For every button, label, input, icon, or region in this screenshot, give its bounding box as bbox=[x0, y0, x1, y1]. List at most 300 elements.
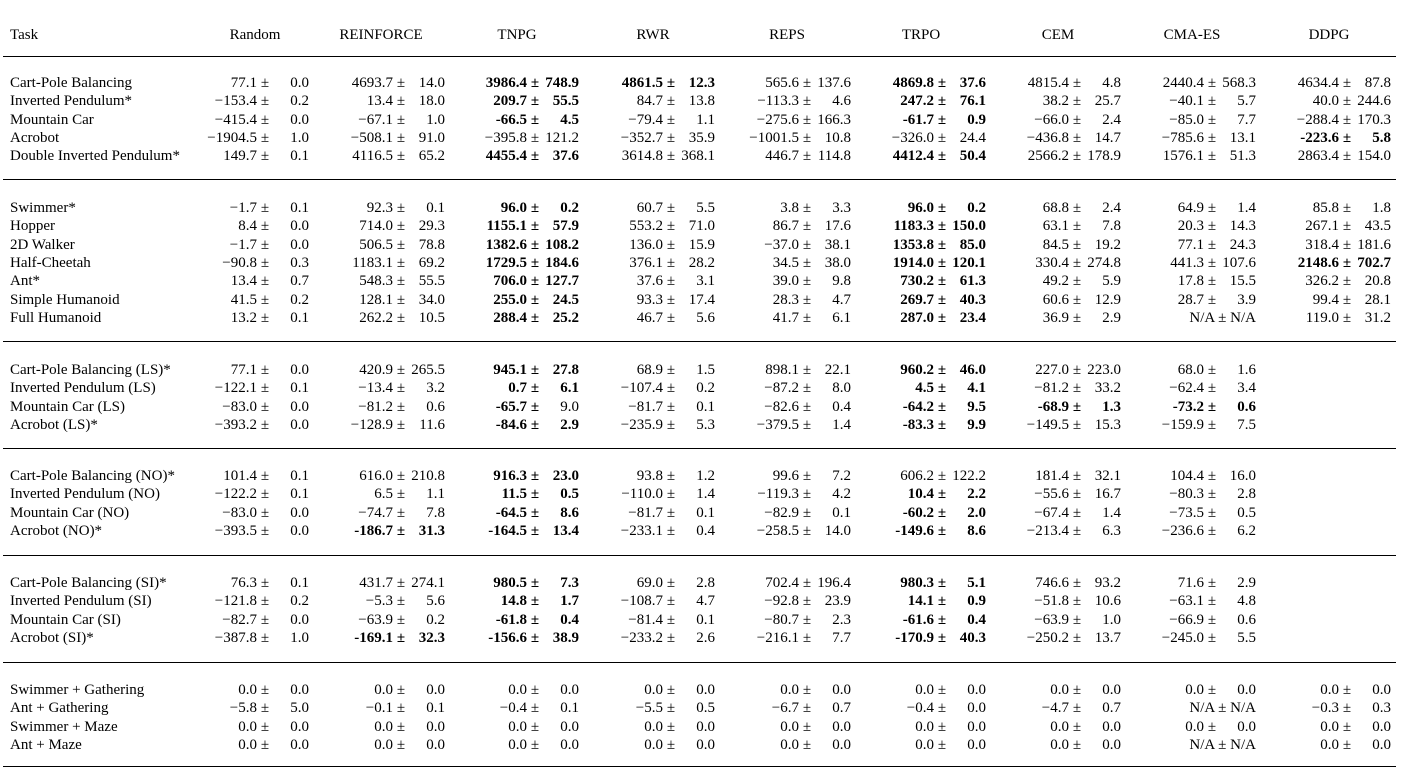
plus-minus-symbol: ± bbox=[530, 236, 540, 253]
plus-minus-symbol: ± bbox=[802, 611, 812, 628]
plus-minus-symbol: ± bbox=[1072, 682, 1082, 698]
cell-mean: −4.7 bbox=[1041, 700, 1069, 717]
plus-minus-symbol: ± bbox=[666, 200, 676, 216]
cell-std: 4.1 bbox=[967, 380, 986, 397]
cell-std: 71.0 bbox=[688, 218, 715, 235]
table-cell bbox=[1251, 147, 1391, 165]
plus-minus-symbol: ± bbox=[802, 380, 812, 397]
cell-std: 16.7 bbox=[1094, 486, 1121, 503]
cell-mean: 60.7 bbox=[636, 200, 663, 216]
cell-mean: −288.4 bbox=[1296, 111, 1339, 128]
cell-std: 1.3 bbox=[1102, 398, 1121, 415]
table-cell bbox=[711, 74, 851, 92]
cell-mean: 84.5 bbox=[1042, 236, 1069, 253]
cell-mean: -68.9 bbox=[1037, 398, 1069, 415]
cell-std: 2.4 bbox=[1102, 111, 1121, 128]
cell-std: 0.9 bbox=[967, 593, 986, 610]
cell-mean: -164.5 bbox=[488, 522, 527, 539]
plus-minus-symbol: ± bbox=[802, 93, 812, 110]
plus-minus-symbol: ± bbox=[1342, 93, 1352, 110]
cell-std: 31.2 bbox=[1364, 309, 1391, 326]
table-cell bbox=[439, 147, 579, 165]
cell-mean: 0.0 bbox=[644, 736, 663, 753]
cell-mean: −92.8 bbox=[764, 593, 799, 610]
plus-minus-symbol: ± bbox=[1342, 218, 1352, 235]
table-cell bbox=[169, 291, 309, 309]
plus-minus-symbol: ± bbox=[666, 575, 676, 591]
plus-minus-symbol: ± bbox=[1072, 575, 1082, 591]
table-cell bbox=[711, 129, 851, 147]
cell-std: 0.3 bbox=[290, 254, 309, 271]
cell-mean: 446.7 bbox=[765, 148, 799, 165]
plus-minus-symbol: ± bbox=[937, 291, 947, 308]
plus-minus-symbol: ± bbox=[530, 398, 540, 415]
cell-std: 265.5 bbox=[411, 362, 445, 378]
table-cell bbox=[711, 699, 851, 717]
cell-std: 0.0 bbox=[290, 111, 309, 128]
header-trpo: TRPO bbox=[901, 27, 941, 43]
cell-std: 34.0 bbox=[418, 291, 445, 308]
plus-minus-symbol: ± bbox=[530, 522, 540, 539]
cell-std: 0.2 bbox=[290, 593, 309, 610]
cell-std: 16.0 bbox=[1229, 468, 1256, 484]
plus-minus-symbol: ± bbox=[802, 309, 812, 326]
cell-mean: −119.3 bbox=[757, 486, 799, 503]
cell-mean: −66.0 bbox=[1034, 111, 1069, 128]
cell-mean: 149.7 bbox=[223, 148, 257, 165]
table-cell bbox=[575, 522, 715, 540]
table-cell bbox=[981, 504, 1121, 522]
table-cell bbox=[846, 379, 986, 397]
table-cell bbox=[169, 699, 309, 717]
cell-std: 0.0 bbox=[832, 718, 851, 735]
table-cell bbox=[846, 681, 986, 699]
table-cell bbox=[1116, 592, 1256, 610]
table-cell bbox=[846, 217, 986, 235]
plus-minus-symbol: ± bbox=[1207, 682, 1217, 698]
cell-mean: 269.7 bbox=[900, 291, 934, 308]
cell-std: 1.4 bbox=[1237, 200, 1256, 216]
plus-minus-symbol: ± bbox=[937, 218, 947, 235]
plus-minus-symbol: ± bbox=[1072, 75, 1082, 91]
cell-std: 568.3 bbox=[1222, 75, 1256, 91]
cell-mean: 0.0 bbox=[374, 682, 393, 698]
table-cell bbox=[846, 291, 986, 309]
plus-minus-symbol: ± bbox=[802, 148, 812, 165]
table-cell bbox=[1116, 574, 1256, 592]
cell-mean: −73.5 bbox=[1169, 504, 1204, 521]
table-cell bbox=[981, 291, 1121, 309]
cell-std: 1.1 bbox=[426, 486, 445, 503]
plus-minus-symbol: ± bbox=[666, 236, 676, 253]
cell-std: 32.3 bbox=[418, 629, 445, 646]
table-cell bbox=[1116, 699, 1256, 717]
plus-minus-symbol: ± bbox=[666, 468, 676, 484]
cell-mean: 92.3 bbox=[366, 200, 393, 216]
cell-std: 4.6 bbox=[832, 93, 851, 110]
table-cell bbox=[305, 309, 445, 327]
table-cell bbox=[1251, 217, 1391, 235]
plus-minus-symbol: ± bbox=[937, 575, 947, 591]
cell-mean: 17.8 bbox=[1177, 273, 1204, 290]
cell-std: 0.0 bbox=[696, 718, 715, 735]
table-cell bbox=[846, 574, 986, 592]
cell-std: 85.0 bbox=[959, 236, 986, 253]
plus-minus-symbol: ± bbox=[937, 75, 947, 91]
plus-minus-symbol: ± bbox=[666, 111, 676, 128]
plus-minus-symbol: ± bbox=[666, 291, 676, 308]
cell-mean: 702.4 bbox=[765, 575, 799, 591]
table-cell bbox=[305, 236, 445, 254]
table-cell bbox=[575, 74, 715, 92]
plus-minus-symbol: ± bbox=[530, 593, 540, 610]
table-cell bbox=[575, 379, 715, 397]
plus-minus-symbol: ± bbox=[260, 148, 270, 165]
cell-mean: −149.5 bbox=[1026, 416, 1069, 433]
table-cell bbox=[1116, 522, 1256, 540]
table-cell bbox=[439, 416, 579, 434]
plus-minus-symbol: ± bbox=[1072, 273, 1082, 290]
cell-mean: 13.4 bbox=[230, 273, 257, 290]
cell-mean: 916.3 bbox=[493, 468, 527, 484]
cell-mean: 606.2 bbox=[900, 468, 934, 484]
cell-std: 122.2 bbox=[952, 468, 986, 484]
task-label: Double Inverted Pendulum* bbox=[10, 148, 180, 165]
plus-minus-symbol: ± bbox=[530, 218, 540, 235]
plus-minus-symbol: ± bbox=[396, 682, 406, 698]
table-cell bbox=[1116, 379, 1256, 397]
table-cell bbox=[846, 611, 986, 629]
plus-minus-symbol: ± bbox=[937, 416, 947, 433]
cell-mean: 77.1 bbox=[1177, 236, 1204, 253]
cell-na: N/A ± N/A bbox=[1189, 309, 1256, 326]
table-cell bbox=[169, 629, 309, 647]
cell-std: 4.7 bbox=[832, 291, 851, 308]
cell-mean: 3986.4 bbox=[485, 75, 527, 91]
cell-std: 46.0 bbox=[959, 362, 986, 378]
plus-minus-symbol: ± bbox=[802, 236, 812, 253]
cell-mean: 0.0 bbox=[508, 718, 527, 735]
table-cell bbox=[711, 309, 851, 327]
cell-mean: −80.3 bbox=[1169, 486, 1204, 503]
cell-mean: 93.3 bbox=[636, 291, 663, 308]
cell-mean: 68.0 bbox=[1177, 362, 1204, 378]
cell-std: 35.9 bbox=[688, 129, 715, 146]
cell-std: 0.0 bbox=[560, 718, 579, 735]
table-cell bbox=[575, 254, 715, 272]
plus-minus-symbol: ± bbox=[260, 504, 270, 521]
cell-mean: 0.0 bbox=[780, 736, 799, 753]
cell-mean: -84.6 bbox=[495, 416, 527, 433]
cell-std: 0.0 bbox=[290, 611, 309, 628]
cell-mean: 262.2 bbox=[359, 309, 393, 326]
table-cell bbox=[711, 718, 851, 736]
cell-mean: −81.7 bbox=[628, 398, 663, 415]
table-cell bbox=[846, 398, 986, 416]
plus-minus-symbol: ± bbox=[530, 718, 540, 735]
plus-minus-symbol: ± bbox=[937, 629, 947, 646]
table-cell bbox=[1116, 416, 1256, 434]
plus-minus-symbol: ± bbox=[1072, 148, 1082, 165]
table-cell bbox=[305, 736, 445, 754]
cell-mean: −83.0 bbox=[222, 398, 257, 415]
plus-minus-symbol: ± bbox=[396, 236, 406, 253]
cell-std: 107.6 bbox=[1222, 254, 1256, 271]
plus-minus-symbol: ± bbox=[530, 700, 540, 717]
table-cell bbox=[711, 574, 851, 592]
plus-minus-symbol: ± bbox=[666, 309, 676, 326]
plus-minus-symbol: ± bbox=[802, 291, 812, 308]
cell-std: 1.0 bbox=[1102, 611, 1121, 628]
plus-minus-symbol: ± bbox=[530, 629, 540, 646]
cell-std: 274.1 bbox=[411, 575, 445, 591]
cell-std: 43.5 bbox=[1364, 218, 1391, 235]
table-cell bbox=[981, 92, 1121, 110]
table-cell bbox=[575, 718, 715, 736]
cell-std: 0.5 bbox=[560, 486, 579, 503]
cell-std: 17.4 bbox=[688, 291, 715, 308]
table-cell bbox=[711, 272, 851, 290]
cell-mean: 49.2 bbox=[1042, 273, 1069, 290]
plus-minus-symbol: ± bbox=[666, 129, 676, 146]
plus-minus-symbol: ± bbox=[530, 416, 540, 433]
cell-std: 15.5 bbox=[1229, 273, 1256, 290]
task-label: Cart-Pole Balancing bbox=[10, 75, 133, 91]
table-cell bbox=[1116, 309, 1256, 327]
cell-std: 65.2 bbox=[418, 148, 445, 165]
cell-mean: 39.0 bbox=[772, 273, 799, 290]
cell-std: 3.9 bbox=[1237, 291, 1256, 308]
cell-mean: −1904.5 bbox=[207, 129, 257, 146]
cell-std: 9.5 bbox=[967, 398, 986, 415]
cell-mean: 0.0 bbox=[780, 718, 799, 735]
cell-std: 170.3 bbox=[1357, 111, 1391, 128]
table-cell bbox=[305, 611, 445, 629]
cell-std: 0.6 bbox=[426, 398, 445, 415]
cell-std: 76.1 bbox=[959, 93, 986, 110]
cell-mean: −82.7 bbox=[222, 611, 257, 628]
table-cell bbox=[846, 309, 986, 327]
plus-minus-symbol: ± bbox=[1072, 129, 1082, 146]
plus-minus-symbol: ± bbox=[396, 504, 406, 521]
plus-minus-symbol: ± bbox=[260, 362, 270, 378]
plus-minus-symbol: ± bbox=[1072, 416, 1082, 433]
cell-mean: −85.0 bbox=[1169, 111, 1204, 128]
table-cell bbox=[169, 379, 309, 397]
task-label: Acrobot (NO)* bbox=[10, 522, 103, 539]
plus-minus-symbol: ± bbox=[937, 309, 947, 326]
plus-minus-symbol: ± bbox=[666, 362, 676, 378]
plus-minus-symbol: ± bbox=[937, 736, 947, 753]
cell-std: 38.1 bbox=[824, 236, 851, 253]
cell-std: 0.0 bbox=[967, 700, 986, 717]
table-cell bbox=[1251, 111, 1391, 129]
cell-mean: −62.4 bbox=[1169, 380, 1204, 397]
cell-mean: 0.0 bbox=[238, 736, 257, 753]
plus-minus-symbol: ± bbox=[666, 629, 676, 646]
cell-mean: 69.0 bbox=[636, 575, 663, 591]
cell-mean: -169.1 bbox=[354, 629, 393, 646]
table-cell bbox=[846, 147, 986, 165]
plus-minus-symbol: ± bbox=[937, 700, 947, 717]
cell-std: 181.6 bbox=[1357, 236, 1391, 253]
cell-std: 223.0 bbox=[1087, 362, 1121, 378]
cell-std: 0.0 bbox=[967, 718, 986, 735]
cell-mean: 14.8 bbox=[500, 593, 527, 610]
plus-minus-symbol: ± bbox=[1342, 75, 1352, 91]
cell-std: 0.2 bbox=[290, 93, 309, 110]
plus-minus-symbol: ± bbox=[1342, 129, 1352, 146]
cell-std: 1.4 bbox=[832, 416, 851, 433]
cell-mean: 60.6 bbox=[1042, 291, 1069, 308]
cell-std: 0.0 bbox=[426, 718, 445, 735]
cell-mean: −0.4 bbox=[906, 700, 934, 717]
cell-mean: −63.9 bbox=[358, 611, 393, 628]
table-cell bbox=[439, 309, 579, 327]
task-label: Swimmer + Gathering bbox=[10, 682, 145, 698]
table-cell bbox=[1251, 74, 1391, 92]
cell-std: 23.0 bbox=[552, 468, 579, 484]
plus-minus-symbol: ± bbox=[530, 75, 540, 91]
table-cell bbox=[169, 398, 309, 416]
cell-std: 0.0 bbox=[1372, 682, 1391, 698]
table-cell bbox=[711, 147, 851, 165]
table-cell bbox=[439, 379, 579, 397]
cell-mean: 2863.4 bbox=[1297, 148, 1339, 165]
table-cell bbox=[711, 379, 851, 397]
cell-std: 7.7 bbox=[1237, 111, 1256, 128]
cell-mean: 441.3 bbox=[1170, 254, 1204, 271]
cell-mean: 40.0 bbox=[1312, 93, 1339, 110]
plus-minus-symbol: ± bbox=[802, 218, 812, 235]
table-cell bbox=[1116, 629, 1256, 647]
cell-mean: −5.5 bbox=[635, 700, 663, 717]
cell-mean: −159.9 bbox=[1161, 416, 1204, 433]
plus-minus-symbol: ± bbox=[260, 254, 270, 271]
cell-mean: 326.2 bbox=[1305, 273, 1339, 290]
cell-std: 7.3 bbox=[560, 575, 579, 591]
table-cell bbox=[169, 416, 309, 434]
cell-std: 0.5 bbox=[1237, 504, 1256, 521]
plus-minus-symbol: ± bbox=[666, 611, 676, 628]
table-cell bbox=[575, 291, 715, 309]
cell-std: 23.9 bbox=[824, 593, 851, 610]
task-label: Ant + Gathering bbox=[10, 700, 109, 717]
cell-std: 5.6 bbox=[426, 593, 445, 610]
cell-mean: -60.2 bbox=[902, 504, 934, 521]
task-label: Inverted Pendulum (LS) bbox=[10, 380, 156, 397]
plus-minus-symbol: ± bbox=[1207, 236, 1217, 253]
cell-mean: 506.5 bbox=[359, 236, 393, 253]
cell-std: 5.5 bbox=[696, 200, 715, 216]
table-cell bbox=[711, 236, 851, 254]
cell-mean: 76.3 bbox=[230, 575, 257, 591]
table-cell bbox=[575, 111, 715, 129]
table-cell bbox=[169, 718, 309, 736]
table-cell bbox=[575, 592, 715, 610]
cell-mean: 0.0 bbox=[374, 718, 393, 735]
task-label: Simple Humanoid bbox=[10, 291, 120, 308]
cell-mean: 84.7 bbox=[636, 93, 663, 110]
cell-std: 33.2 bbox=[1094, 380, 1121, 397]
plus-minus-symbol: ± bbox=[1342, 273, 1352, 290]
table-cell bbox=[1116, 485, 1256, 503]
cell-std: 6.1 bbox=[560, 380, 579, 397]
plus-minus-symbol: ± bbox=[1072, 309, 1082, 326]
cell-std: 0.1 bbox=[696, 611, 715, 628]
plus-minus-symbol: ± bbox=[666, 148, 676, 165]
plus-minus-symbol: ± bbox=[802, 200, 812, 216]
table-cell bbox=[1251, 736, 1391, 754]
plus-minus-symbol: ± bbox=[1207, 468, 1217, 484]
cell-std: 0.0 bbox=[290, 416, 309, 433]
plus-minus-symbol: ± bbox=[666, 736, 676, 753]
table-cell bbox=[846, 592, 986, 610]
task-label: Acrobot (SI)* bbox=[10, 629, 94, 646]
table-cell bbox=[169, 147, 309, 165]
task-label: Swimmer* bbox=[10, 200, 76, 216]
cell-std: 1.6 bbox=[1237, 362, 1256, 378]
plus-minus-symbol: ± bbox=[396, 218, 406, 235]
plus-minus-symbol: ± bbox=[1342, 236, 1352, 253]
table-cell bbox=[305, 718, 445, 736]
table-cell bbox=[981, 309, 1121, 327]
cell-mean: 41.5 bbox=[230, 291, 257, 308]
plus-minus-symbol: ± bbox=[802, 129, 812, 146]
plus-minus-symbol: ± bbox=[396, 718, 406, 735]
cell-std: 32.1 bbox=[1094, 468, 1121, 484]
cell-mean: 548.3 bbox=[359, 273, 393, 290]
cell-mean: 420.9 bbox=[359, 362, 393, 378]
cell-std: 10.6 bbox=[1094, 593, 1121, 610]
cell-mean: 63.1 bbox=[1042, 218, 1069, 235]
table-cell bbox=[169, 236, 309, 254]
table-cell bbox=[575, 629, 715, 647]
table-cell bbox=[305, 416, 445, 434]
table-cell bbox=[981, 592, 1121, 610]
table-cell bbox=[1251, 291, 1391, 309]
table-cell bbox=[575, 129, 715, 147]
cell-std: 0.0 bbox=[290, 75, 309, 91]
cell-std: 1.2 bbox=[696, 468, 715, 484]
cell-mean: −90.8 bbox=[222, 254, 257, 271]
cell-mean: −122.2 bbox=[214, 486, 257, 503]
plus-minus-symbol: ± bbox=[802, 362, 812, 378]
cell-mean: -61.7 bbox=[902, 111, 934, 128]
cell-std: 18.0 bbox=[418, 93, 445, 110]
table-cell bbox=[846, 416, 986, 434]
table-cell bbox=[575, 199, 715, 217]
plus-minus-symbol: ± bbox=[802, 75, 812, 91]
cell-mean: 2440.4 bbox=[1162, 75, 1204, 91]
table-cell bbox=[575, 416, 715, 434]
cell-mean: −80.7 bbox=[764, 611, 799, 628]
cell-std: 24.5 bbox=[552, 291, 579, 308]
table-cell bbox=[981, 416, 1121, 434]
cell-std: 0.0 bbox=[290, 522, 309, 539]
cell-mean: 730.2 bbox=[900, 273, 934, 290]
table-cell bbox=[981, 611, 1121, 629]
cell-mean: −393.2 bbox=[214, 416, 257, 433]
cell-std: 0.0 bbox=[1237, 718, 1256, 735]
cell-std: 6.1 bbox=[832, 309, 851, 326]
plus-minus-symbol: ± bbox=[530, 486, 540, 503]
cell-mean: −67.4 bbox=[1034, 504, 1069, 521]
plus-minus-symbol: ± bbox=[937, 236, 947, 253]
plus-minus-symbol: ± bbox=[396, 75, 406, 91]
cell-mean: -64.5 bbox=[495, 504, 527, 521]
cell-mean: 0.0 bbox=[1320, 718, 1339, 735]
